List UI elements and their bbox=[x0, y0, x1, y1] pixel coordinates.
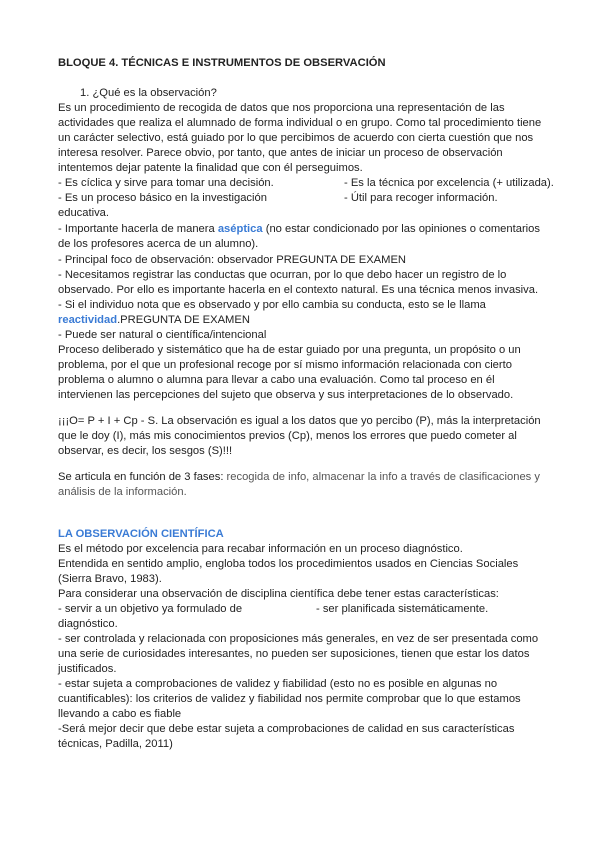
aseptica-line bbox=[58, 222, 540, 237]
reactividad-line bbox=[58, 313, 250, 328]
paragraph-line: - ser controlada y relacionada con proposiciones más generales, en vez de ser presentada como bbox=[58, 633, 539, 645]
paragraph-line: un carácter selectivo, está guiado por lo que percibimos de acuerdo con cierta cuestión que nos bbox=[58, 132, 534, 144]
bullet-line: de los profesores acerca de un alumno). bbox=[58, 238, 259, 250]
paragraph-line: - estar sujeta a comprobaciones de validez y fiabilidad (esto no es posible en algunas no bbox=[58, 678, 498, 690]
text: (no estar condicionado por las opiniones o comentarios bbox=[262, 223, 540, 235]
paragraph-line: llevando a cabo es fiable bbox=[58, 708, 182, 720]
bullet-line-right: - ser planificada sistemáticamente. bbox=[316, 603, 489, 615]
paragraph-line: Es un procedimiento de recogida de datos que nos proporciona una representación de las bbox=[58, 102, 505, 114]
paragraph-line: cuantificables): los criterios de validez y fiabilidad nos permite comprobar que lo que estamos bbox=[58, 693, 521, 705]
text: - Importante hacerla de manera bbox=[58, 223, 218, 235]
bullet-line: - servir a un objetivo ya formulado de bbox=[58, 603, 243, 615]
fases-line bbox=[58, 470, 540, 485]
paragraph-line: Proceso deliberado y sistemático que ha de estar guiado por una pregunta, un propósito o un bbox=[58, 344, 521, 356]
paragraph-line: (Sierra Bravo, 1983). bbox=[58, 573, 162, 585]
highlight-aseptica: aséptica bbox=[217, 223, 263, 235]
bullet-line-right: - Es la técnica por excelencia (+ utilizada). bbox=[344, 177, 554, 189]
bullet-line: - Puede ser natural o científica/intencional bbox=[58, 329, 267, 341]
bullet-line: - Es cíclica y sirve para tomar una decisión. bbox=[58, 177, 274, 189]
bullet-line: - Principal foco de observación: observador PREGUNTA DE EXAMEN bbox=[58, 254, 406, 266]
paragraph-line: técnicas, Padilla, 2011) bbox=[58, 738, 173, 750]
question-heading: 1. ¿Qué es la observación? bbox=[80, 87, 217, 99]
text: Se articula en función de 3 fases: bbox=[58, 471, 227, 483]
section-heading: LA OBSERVACIÓN CIENTÍFICA bbox=[58, 528, 224, 540]
bullet-line: educativa. bbox=[58, 207, 109, 219]
formula-line: observar, es decir, los sesgos (S)!!! bbox=[58, 445, 233, 457]
paragraph-line: problema o alumno o alumna para llevar a cabo una evaluación. Como tal proceso en él bbox=[58, 374, 495, 386]
paragraph-line: justificados. bbox=[58, 663, 117, 675]
paragraph-line: -Será mejor decir que debe estar sujeta a comprobaciones de calidad en sus características bbox=[58, 723, 515, 735]
bullet-line-right: - Útil para recoger información. bbox=[344, 192, 498, 204]
paragraph-line: actividades que realiza el alumnado de forma individual o en grupo. Como tal procedimiento tiene bbox=[58, 117, 542, 129]
formula-line: ¡¡¡O= P + I + Cp - S. La observación es igual a los datos que yo percibo (P), más la interpretación bbox=[58, 415, 541, 427]
formula-line: que le doy (I), más mis conocimientos previos (Cp), menos los errores que puedo cometer al bbox=[58, 430, 517, 442]
text: recogida de info, almacenar la info a través de clasificaciones y bbox=[226, 471, 540, 483]
bullet-line: diagnóstico. bbox=[58, 618, 118, 630]
bullet-line: - Si el individuo nota que es observado y por ello cambia su conducta, esto se le llama bbox=[58, 299, 486, 311]
bullet-line: observado. Por ello es importante hacerla en el contexto natural. Es una técnica menos invasiva. bbox=[58, 284, 539, 296]
document-title: BLOQUE 4. TÉCNICAS E INSTRUMENTOS DE OBSERVACIÓN bbox=[58, 57, 386, 69]
paragraph-line: Entendida en sentido amplio, engloba todos los procedimientos usados en Ciencias Sociales bbox=[58, 558, 519, 570]
paragraph-line: interesa resolver. Parece obvio, por tanto, que antes de iniciar un proceso de observación bbox=[58, 147, 503, 159]
text: .PREGUNTA DE EXAMEN bbox=[117, 314, 250, 326]
bullet-line: - Necesitamos registrar las conductas que ocurran, por lo que debo hacer un registro de lo bbox=[58, 269, 507, 281]
paragraph-line: Para considerar una observación de disciplina científica debe tener estas características: bbox=[58, 588, 499, 600]
highlight-reactividad: reactividad bbox=[58, 314, 118, 326]
bullet-line: - Es un proceso básico en la investigación bbox=[58, 192, 267, 204]
paragraph-line: intentemos dejar patente la finalidad que con él perseguimos. bbox=[58, 162, 363, 174]
paragraph-line: problema, por el que un profesional recoge por sí mismo información relacionada con cierto bbox=[58, 359, 512, 371]
paragraph-line: Es el método por excelencia para recabar información en un proceso diagnóstico. bbox=[58, 543, 463, 555]
fases-line: análisis de la información. bbox=[58, 486, 187, 498]
paragraph-line: una serie de curiosidades interesantes, no pueden ser suposiciones, tienen que estar los datos bbox=[58, 648, 530, 660]
paragraph-line: intervienen las percepciones del sujeto que observa y sus interpretaciones de lo observado. bbox=[58, 389, 514, 401]
